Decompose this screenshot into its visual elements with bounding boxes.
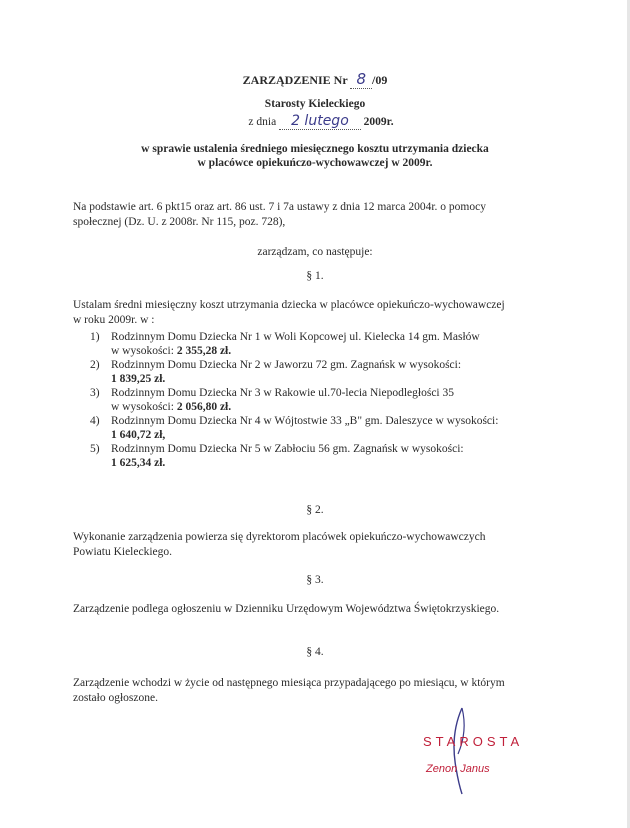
date-suffix: 2009r. [360, 116, 394, 128]
section-2-line-2: Powiatu Kieleckiego. [73, 546, 173, 558]
stamp-title: STAROSTA [423, 734, 524, 749]
date-prefix: z dnia [248, 116, 280, 128]
list-item-number: 5) [90, 443, 100, 455]
list-item [90, 414, 546, 442]
legal-basis-line-1: Na podstawie art. 6 pkt15 oraz art. 86 ust. 7 i 7a ustawy z dnia 12 marca 2004r. o pomocy [73, 201, 486, 213]
list-item-amount-line [111, 400, 546, 414]
title-prefix: ZARZĄDZENIE Nr [242, 73, 351, 87]
list-item-amount-line [111, 456, 546, 470]
amount-value: 1 839,25 zł. [111, 373, 166, 385]
subject-line-1: w sprawie ustalenia średniego miesięcznego kosztu utrzymania dziecka [141, 143, 489, 155]
section-2-line-1: Wykonanie zarządzenia powierza się dyrektorom placówek opiekuńczo-wychowawczych [73, 531, 486, 543]
amount-value: 1 640,72 zł, [111, 429, 166, 441]
home-cost-list [90, 330, 546, 470]
legal-basis [73, 200, 545, 230]
list-item [90, 386, 546, 414]
section-1-intro-line-1: Ustalam średni miesięczny koszt utrzymania dziecka w placówce opiekuńczo-wychowawczej [73, 299, 505, 311]
list-item-amount-line [111, 344, 546, 358]
stamp-name: Zenon Janus [426, 763, 490, 775]
handwritten-number: 8 [350, 70, 372, 89]
amount-value: 1 625,34 zł. [111, 457, 166, 469]
section-3-text: Zarządzenie podlega ogłoszeniu w Dzienniku Urzędowym Województwa Świętokrzyskiego. [73, 603, 500, 615]
subject-line-2: w placówce opiekuńczo-wychowawczej w 2009r. [197, 157, 433, 169]
list-item-amount-line [111, 372, 546, 386]
section-1-intro-line-2: w roku 2009r. w : [73, 314, 155, 326]
list-item-text: Rodzinnym Domu Dziecka Nr 3 w Rakowie ul.70-lecia Niepodległości 35 [111, 387, 455, 399]
list-item-number: 2) [90, 359, 100, 371]
document-date [0, 113, 630, 129]
section-4-text [73, 676, 545, 706]
title-suffix: /09 [372, 73, 388, 87]
list-item-number: 3) [90, 387, 100, 399]
section-4-line-2: zostało ogłoszone. [73, 692, 158, 704]
list-item [90, 442, 546, 470]
handwritten-signature [440, 706, 500, 796]
list-item-amount-line [111, 428, 546, 442]
section-2-heading: § 2. [306, 504, 324, 516]
list-item-text: Rodzinnym Domu Dziecka Nr 5 w Zabłociu 56 gm. Zagnańsk w wysokości: [111, 443, 464, 455]
amount-prefix: w wysokości: [111, 345, 177, 357]
document-title [0, 70, 630, 88]
section-1-intro [73, 298, 545, 328]
list-item-number: 1) [90, 331, 100, 343]
list-item-text: Rodzinnym Domu Dziecka Nr 4 w Wójtostwie 33 „B" gm. Daleszyce w wysokości: [111, 415, 499, 427]
section-4-line-1: Zarządzenie wchodzi w życie od następnego miesiąca przypadającego po miesiącu, w którym [73, 677, 505, 689]
amount-prefix: w wysokości: [111, 401, 177, 413]
list-item-text: Rodzinnym Domu Dziecka Nr 1 w Woli Kopcowej ul. Kielecka 14 gm. Masłów [111, 331, 480, 343]
handwritten-date: 2 lutego [279, 113, 361, 130]
list-item-text: Rodzinnym Domu Dziecka Nr 2 w Jaworzu 72 gm. Zagnańsk w wysokości: [111, 359, 462, 371]
amount-value: 2 056,80 zł. [176, 401, 232, 413]
decree-statement: zarządzam, co następuje: [257, 246, 373, 258]
list-item-number: 4) [90, 415, 100, 427]
issuer: Starosty Kieleckiego [264, 98, 366, 110]
list-item [90, 358, 546, 386]
list-item [90, 330, 546, 358]
section-3-heading: § 3. [306, 574, 324, 586]
legal-basis-line-2: społecznej (Dz. U. z 2008r. Nr 115, poz. 728), [73, 216, 286, 228]
section-1-heading: § 1. [306, 270, 324, 282]
amount-value: 2 355,28 zł. [176, 345, 232, 357]
section-2-text [73, 530, 545, 560]
section-4-heading: § 4. [306, 646, 324, 658]
